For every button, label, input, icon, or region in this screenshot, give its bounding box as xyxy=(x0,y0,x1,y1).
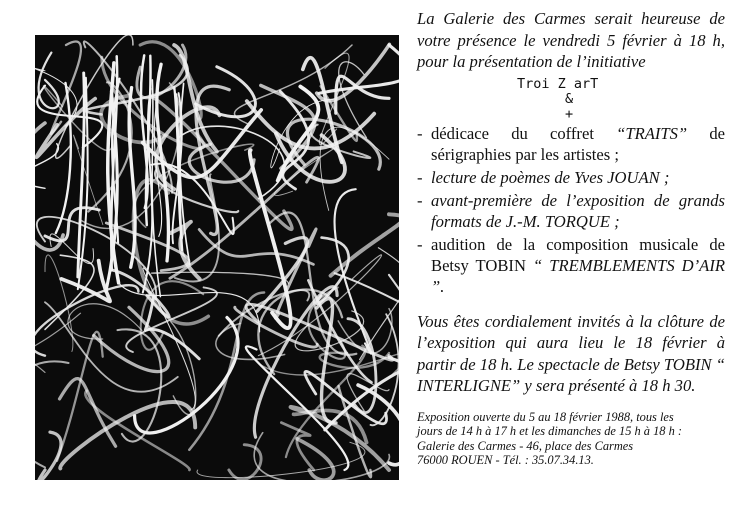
info-line: Galerie des Carmes - 46, place des Carmes xyxy=(417,438,634,453)
item-text: audition de la composition musicale de Betsy TOBIN xyxy=(431,234,725,275)
program-item: - avant-première de l’exposition de grands formats de J.-M. TORQUE ; xyxy=(417,190,725,231)
brush-stroke xyxy=(135,318,238,433)
brush-stroke xyxy=(297,439,334,480)
invitation-paragraph: Vous êtes cordialement invités à la clôture de l’exposition qui aura lieu le 18 février à partir de 18 h. Le spectacle de Betsy TOBIN “ INTERLIGNE” y sera présenté à 18 h 30. xyxy=(417,311,725,395)
abstract-artwork xyxy=(35,35,399,480)
brush-stroke xyxy=(178,126,285,198)
troizart-logo xyxy=(417,77,725,122)
item-title: lecture de poèmes de Yves JOUAN ; xyxy=(431,167,670,187)
logo-line-1: Troi Z arT xyxy=(517,75,599,92)
brush-stroke xyxy=(61,261,110,302)
brush-stroke xyxy=(137,45,186,98)
item-title: “ TREMBLEMENTS D’AIR ”. xyxy=(431,255,725,296)
brush-stroke xyxy=(196,67,256,117)
invitation-text xyxy=(417,8,725,468)
item-title: avant-première de l’exposition de grands formats de J.-M. TORQUE ; xyxy=(431,190,725,231)
brush-stroke xyxy=(250,150,291,328)
brush-stroke xyxy=(39,53,59,109)
item-text: dédicace du coffret xyxy=(431,123,617,143)
brush-stroke xyxy=(35,361,69,467)
logo-line-3: + xyxy=(565,105,574,122)
exhibition-info xyxy=(417,410,725,468)
logo-line-2: & xyxy=(565,90,574,107)
brush-stroke xyxy=(60,379,116,447)
brush-stroke xyxy=(331,214,399,275)
info-line: Exposition ouverte du 5 au 18 février 1988, tous les xyxy=(417,409,674,424)
intro-paragraph: La Galerie des Carmes serait heureuse de votre présence le vendredi 5 février à 18 h, pour la présentation de l’initiative xyxy=(417,9,725,71)
artwork-canvas xyxy=(35,35,399,480)
item-title: “TRAITS” xyxy=(616,123,688,143)
brush-stroke xyxy=(45,208,99,241)
brush-stroke xyxy=(335,189,372,354)
program-item: - audition de la composition musicale de Betsy TOBIN “ TREMBLEMENTS D’AIR ”. xyxy=(417,234,725,296)
program-item: - dédicace du coffret “TRAITS” de sérigraphies par les artistes ; xyxy=(417,123,725,164)
brush-stroke xyxy=(45,302,178,392)
info-line: 76000 ROUEN - Tél. : 35.07.34.13. xyxy=(417,453,594,467)
brush-stroke xyxy=(57,332,103,461)
brush-stroke xyxy=(229,445,261,480)
info-line: jours de 14 h à 17 h et les dimanches de 15 h à 18 h : xyxy=(417,424,682,438)
program-item: - lecture de poèmes de Yves JOUAN ; xyxy=(417,167,670,187)
item-text: de sérigraphies par les artistes ; xyxy=(431,123,725,164)
program-list xyxy=(417,123,725,297)
brush-stroke xyxy=(35,285,138,355)
